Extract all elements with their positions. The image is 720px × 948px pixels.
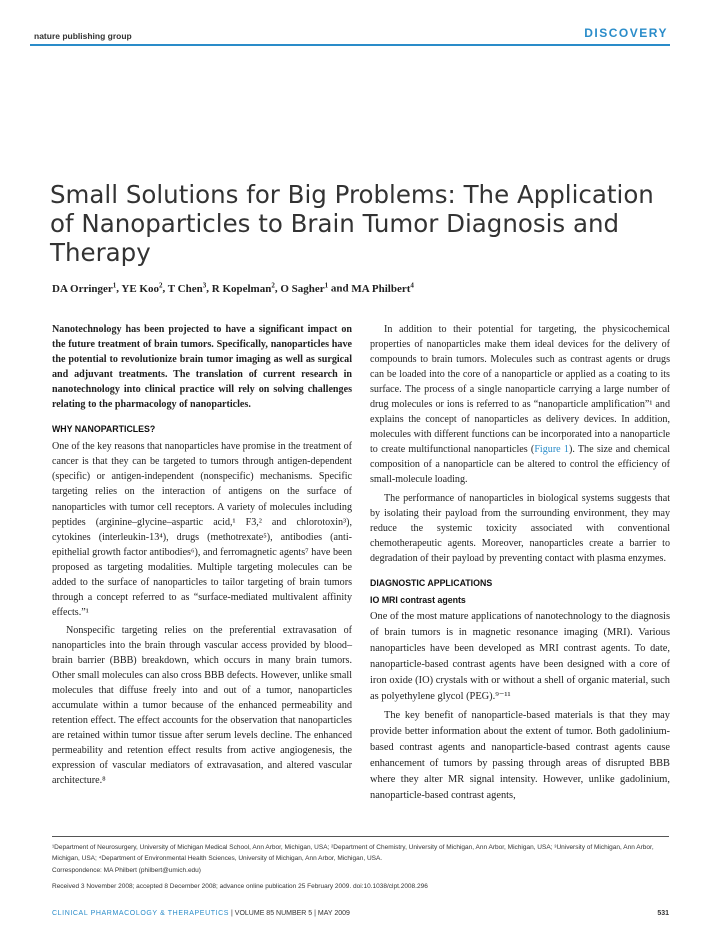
- left-column: [52, 322, 352, 791]
- body-paragraph: One of the most mature applications of nanotechnology to the diagnosis of brain tumors is in magnetic resonance imaging (MRI). Various nanoparticles have been developed as MRI contrast agents. To date, nanoparticle-based contrast agents have been designed with a core of iron oxide (IO) crystals with or without a shell of organic material, such as polyethylene glycol (PEG).⁹⁻¹¹: [370, 610, 670, 702]
- section-label: DISCOVERY: [584, 26, 668, 40]
- page-number: 531: [657, 910, 669, 917]
- author: R Kopelman$^2$: [211, 281, 275, 295]
- affiliations: ¹Department of Neurosurgery, University of Michigan Medical School, Ann Arbor, Michigan, USA; ²Department of Chemistry, University of Michigan, Ann Arbor, Michigan, USA; ³University of Michigan, Ann Arbor, Michigan, USA; ⁴Department of Environmental Health Sciences, University of Michigan, Ann Arbor, Michigan, USA.: [52, 844, 654, 863]
- article-title: Small Solutions for Big Problems: The Application of Nanoparticles to Brain Tumor Diagnosis and Therapy: [50, 180, 654, 267]
- issue-info: | VOLUME 85 NUMBER 5 | MAY 2009: [231, 910, 350, 917]
- publisher-name: nature publishing group: [34, 31, 132, 41]
- body-paragraph: In addition to their potential for targeting, the physicochemical properties of nanoparticles make them ideal devices for the delivery of compounds to brain tumors. Molecules such as contrast agents or drugs can be loaded into the core of a nanoparticle or applied as a coating to its surface. The process of a single nanoparticle carrying a large number of drug molecules or ions is referred to as “nanoparticle amplification”¹ and explains the concept of nanoparticles as delivery devices. In addition, molecules with different functions can be incorporated into a nanoparticle to create multifunctional nanoparticles (Figure 1). The size and chemical composition of a nanoparticle can be altered to control the efficiency of small-molecule loading.: [370, 324, 670, 486]
- right-column: [370, 322, 670, 807]
- body-paragraph: Nonspecific targeting relies on the preferential extravasation of nanoparticles into the brain through vascular access provided by blood–brain barrier (BBB) breakdown, which occurs in many brain tumors. Other small molecules can also cross BBB defects. However, unlike small molecules that diffuse freely into and out of a tumor, nanoparticles accumulate within a tumor because of the enhanced permeability and retention effect. The effect accounts for the observation that nanoparticles are retained within tumor tissue after serum levels decline. The enhanced permeability and retention effect results from active angiogenesis, the expression of vascular mediators of extravasation, and altered vascular architecture.⁸: [52, 624, 352, 787]
- author-list: DA Orringer$^1$, YE Koo$^2$, T Chen$^3$, R Kopelman$^2$, O Sagher$^1$ and MA Philbert$^4$: [52, 281, 414, 295]
- author: YE Koo$^2$: [121, 281, 163, 295]
- page-footer: [52, 910, 669, 917]
- correspondence: Correspondence: MA Philbert (philbert@umich.edu): [52, 866, 201, 874]
- body-paragraph: One of the key reasons that nanoparticles have promise in the treatment of cancer is that they can be targeted to tumors through antigen-dependent (specific) or antigen-independent (nonspecific) mechanisms. Specific targeting relies on the interaction of antigens on the surface of nanoparticles with tumor cell receptors. A variety of molecules including peptides (arginine–glycine–aspartic acid,¹ F3,² and chlorotoxin³), cytokines (interleukin-13⁴), drugs (methotrexate⁵), antibodies (anti-epithelial growth factor antibodies⁶), and ferromagnetic agents⁷ have been proposed as targeting modalities. Multiple targeting molecules can be added to the surface of nanoparticles to tailor targeting of brain tumors through a concept referred to as “surface-mediated multivalent affinity effects.”¹: [52, 441, 352, 618]
- author: MA Philbert$^4$: [351, 281, 414, 295]
- author: DA Orringer$^1$: [52, 281, 117, 295]
- header-rule: [30, 44, 670, 46]
- body-paragraph: The performance of nanoparticles in biological systems suggests that by isolating their payload from the surrounding environment, they may reduce the systemic toxicity associated with conventional chemotherapeutic agents. Moreover, nanoparticles create a barrier to degradation of their payload by preventing contact with plasma enzymes.: [370, 492, 670, 564]
- figure-1-link[interactable]: Figure 1: [534, 444, 569, 456]
- received-dates: Received 3 November 2008; accepted 8 December 2008; advance online publication 25 February 2009. doi:10.1038/clpt.2008.296: [52, 883, 428, 890]
- body-paragraph: The key benefit of nanoparticle-based materials is that they may provide better information about the extent of tumor. Both gadolinium-based contrast agents and nanoparticle-based contrast agents cause enhancement of tumors by passing through areas of disrupted BBB where they alter MR signal intensity. However, unlike gadolinium, nanoparticle-based contrast agents,: [370, 709, 670, 801]
- footnote-rule: [52, 836, 669, 837]
- subsection-heading-io-mri: IO MRI contrast agents: [370, 594, 466, 605]
- author: T Chen$^3$: [167, 281, 207, 295]
- footnotes: [52, 842, 669, 876]
- journal-name: CLINICAL PHARMACOLOGY & THERAPEUTICS: [52, 910, 230, 917]
- abstract: Nanotechnology has been projected to have a significant impact on the future treatment of brain tumors. Specifically, nanoparticles have the potential to revolutionize brain tumor imaging as well as surgical and adjuvant treatments. The translation of current research in nanotechnology into clinical practice will rely on solving challenges relating to the pharmacology of nanoparticles.: [52, 324, 352, 411]
- author: O Sagher$^1$: [280, 281, 329, 295]
- section-heading-why-nanoparticles: WHY NANOPARTICLES?: [52, 424, 156, 435]
- section-heading-diagnostic-applications: DIAGNOSTIC APPLICATIONS: [370, 577, 493, 588]
